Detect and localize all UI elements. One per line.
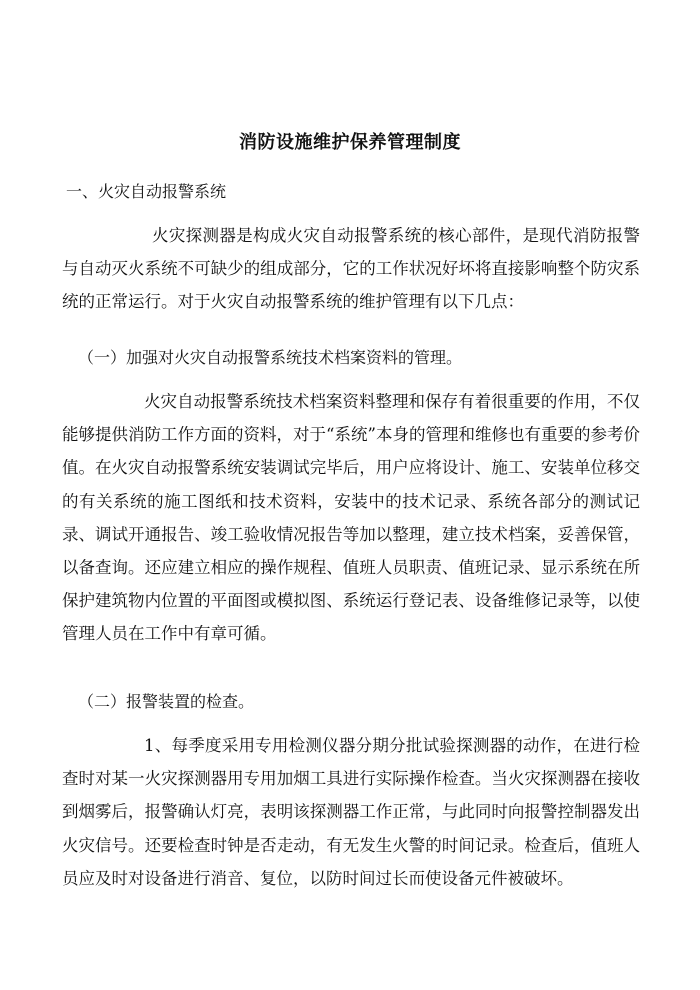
section-heading-fire-alarm-system: 一、火灾自动报警系统 [66,182,227,201]
subsection-heading-archive-management: （一）加强对火灾自动报警系统技术档案资料的管理。 [78,348,463,367]
archive-management-paragraph: 火灾自动报警系统技术档案资料整理和保存有着很重要的作用，不仅能够提供消防工作方面的资料，对于“系统”本身的管理和维修也有重要的参考价值。在火灾自动报警系统安装调试完毕后，用户应将设计、施工、安装单位移交的有关系统的施工图纸和技术资料，安装中的技术记录、系统各部分的测试记录、调试开通报告、竣工验收情况报告等加以整理，建立技术档案，妥善保管，以备查询。还应建立相应的操作规程、值班人员职责、值班记录、显示系统在所保护建筑物内位置的平面图或模拟图、系统运行登记表、设备维修记录等，以使管理人员在工作中有章可循。 [62,392,640,644]
alarm-inspection-paragraph: 1、每季度采用专用检测仪器分期分批试验探测器的动作，在进行检查时对某一火灾探测器用专用加烟工具进行实际操作检查。当火灾探测器在接收到烟雾后，报警确认灯亮，表明该探测器工作正常，与此同时向报警控制器发出火灾信号。还要检查时钟是否走动，有无发生火警的时间记录。检查后，值班人员应及时对设备进行消音、复位，以防时间过长而使设备元件被破坏。 [62,736,640,888]
subsection-heading-alarm-inspection: （二）报警装置的检查。 [78,692,255,711]
document-title: 消防设施维护保养管理制度 [239,132,461,153]
section-intro-paragraph: 火灾探测器是构成火灾自动报警系统的核心部件，是现代消防报警与自动灭火系统不可缺少的组成部分，它的工作状况好坏将直接影响整个防灾系统的正常运行。对于火灾自动报警系统的维护管理有以下几点： [62,226,640,312]
